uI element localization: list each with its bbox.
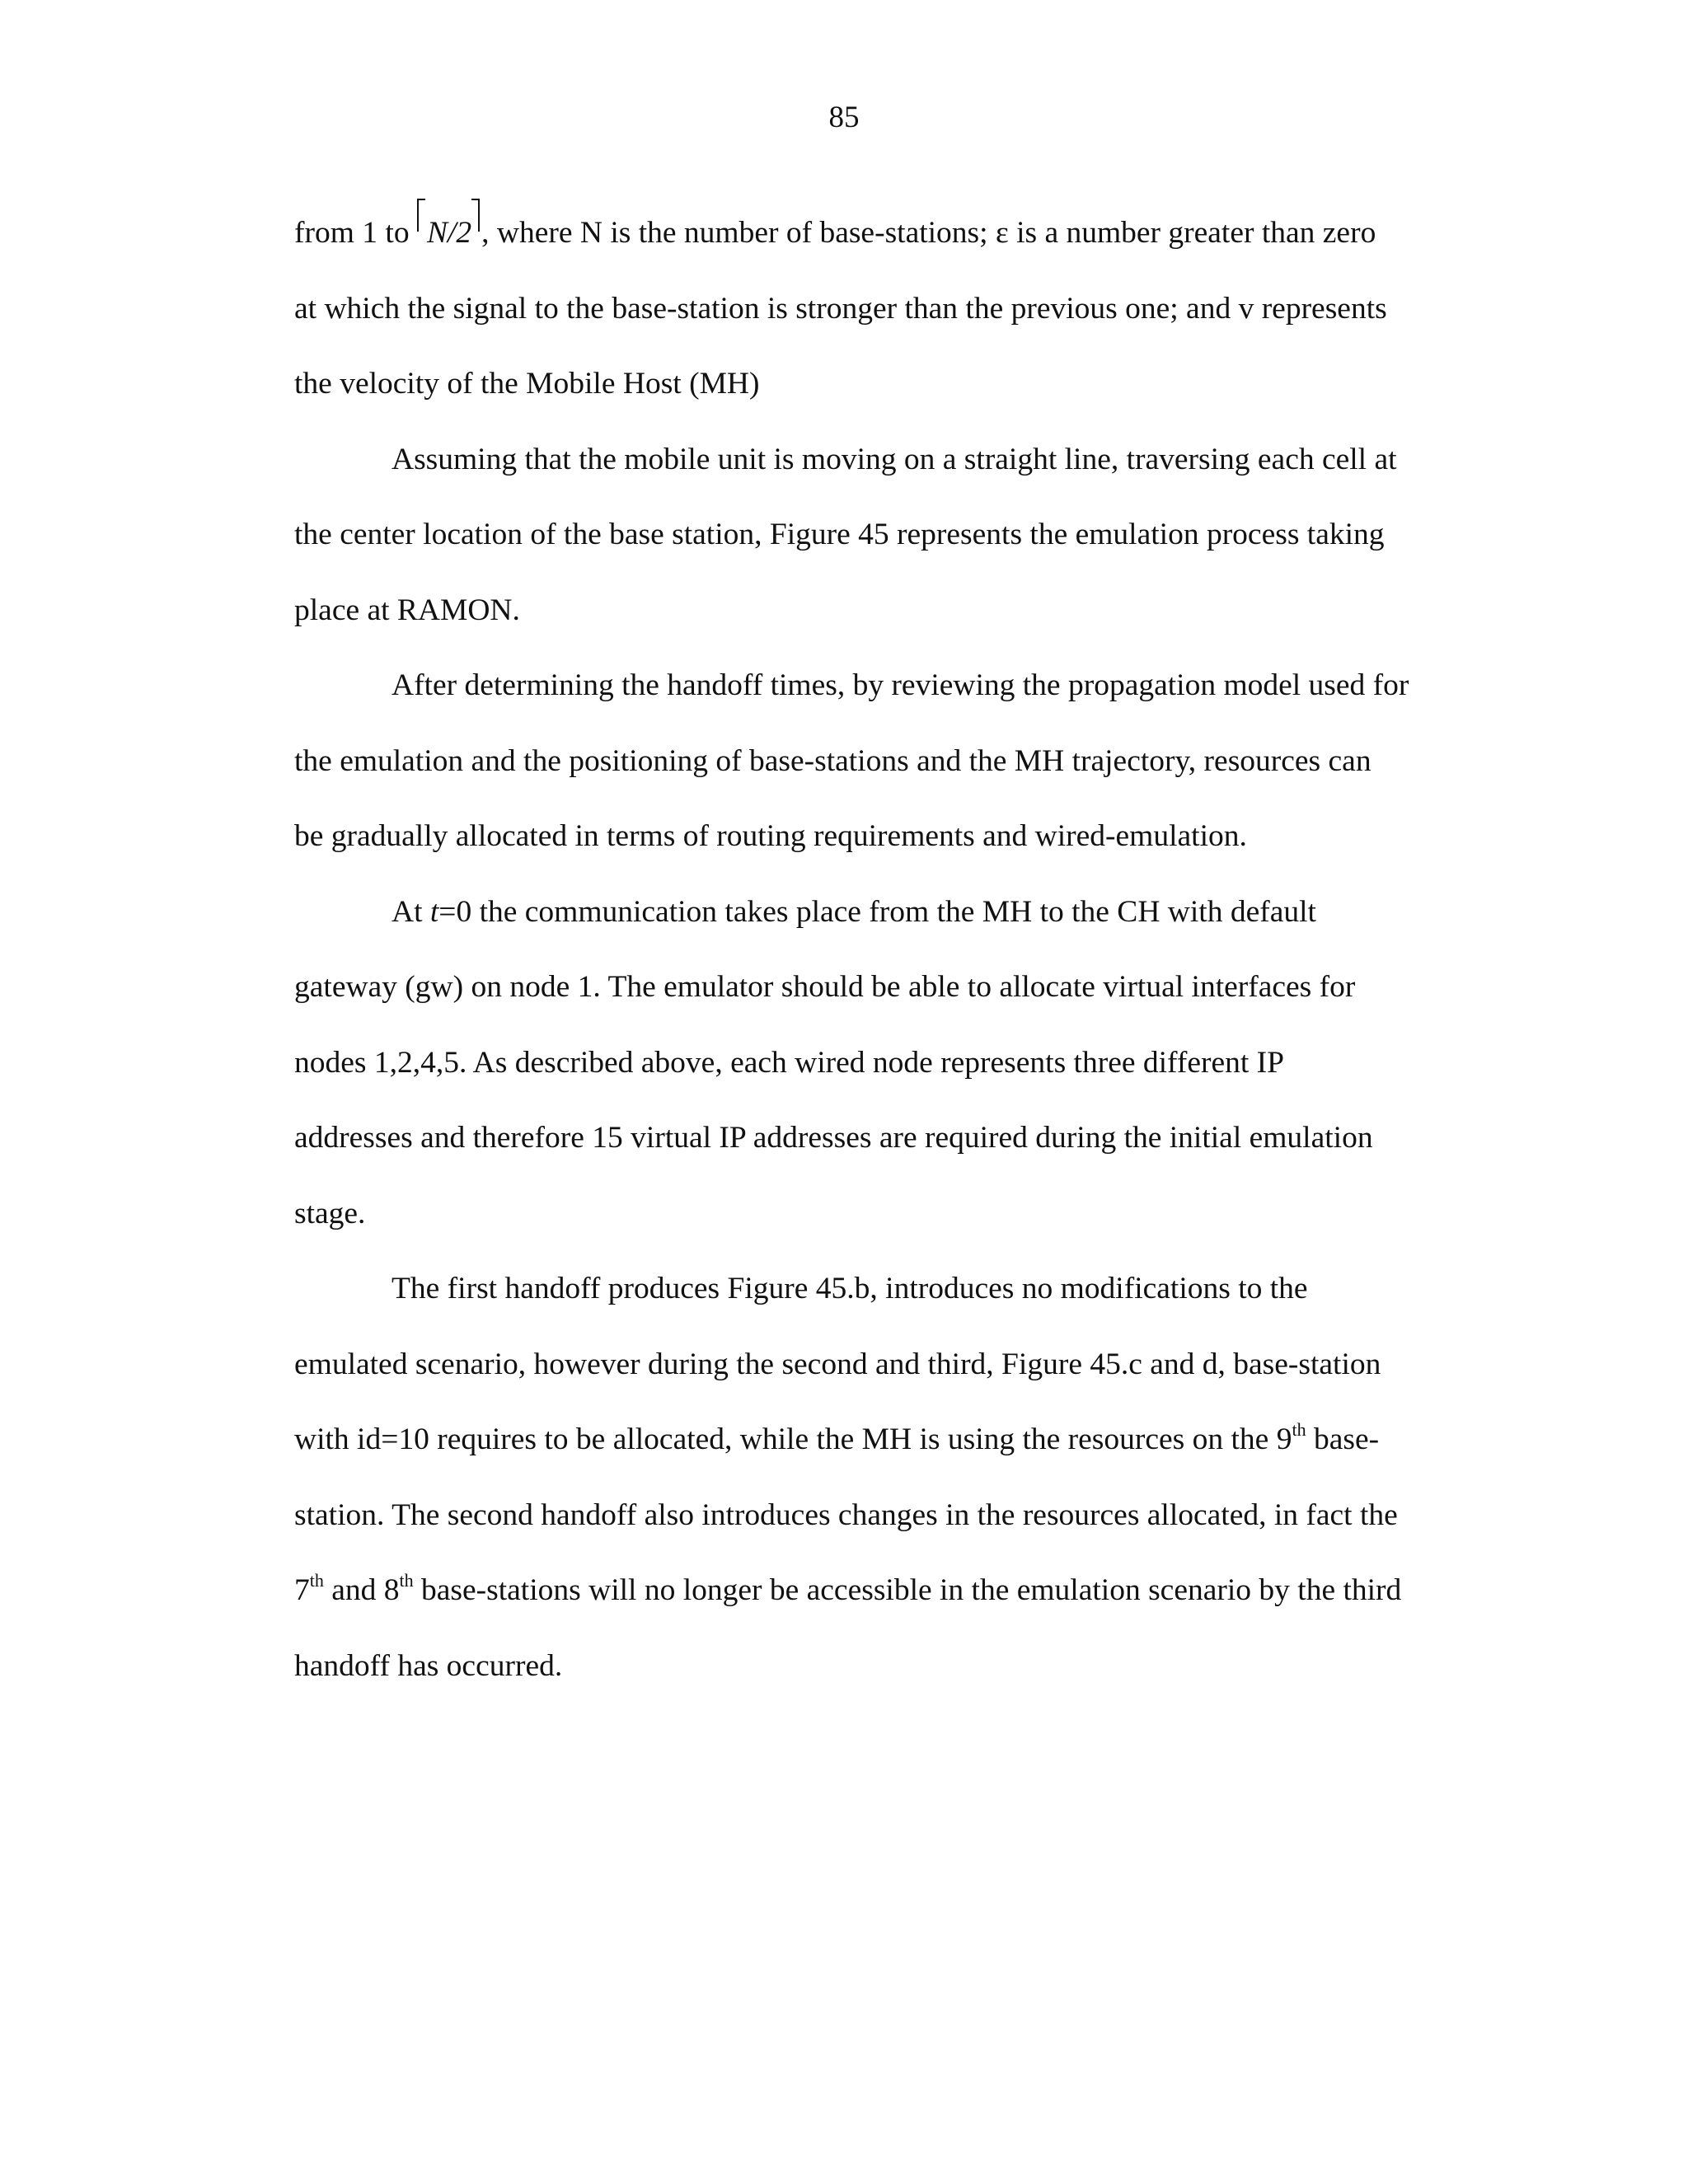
- text-line: the center location of the base station, Figure 45 represents the emulation process taking: [294, 518, 1385, 551]
- text-line: place at RAMON.: [294, 593, 520, 627]
- text-line: [294, 1553, 1473, 1629]
- superscript: th: [309, 1569, 324, 1591]
- body-text: [294, 195, 1473, 1704]
- text-line: gateway (gw) on node 1. The emulator should be able to allocate virtual interfaces for: [294, 970, 1356, 1004]
- text-span: with id=10 requires to be allocated, while the MH is using the resources on the 9: [294, 1422, 1292, 1456]
- text-line: [294, 1402, 1473, 1478]
- text-span: =0 the communication takes place from the MH to the CH with default: [438, 894, 1316, 929]
- text-span: 7: [294, 1573, 310, 1607]
- variable-t: t: [429, 894, 439, 929]
- ceiling-expression: [417, 195, 480, 271]
- text-span: At: [392, 894, 430, 929]
- text-line: the emulation and the positioning of base-stations and the MH trajectory, resources can: [294, 743, 1372, 778]
- text-line: the velocity of the Mobile Host (MH): [294, 367, 760, 401]
- superscript: th: [399, 1569, 414, 1591]
- ceiling-content: N/2: [426, 216, 472, 250]
- page-number: 85: [828, 101, 860, 134]
- text-line: nodes 1,2,4,5. As described above, each wired node represents three different IP: [294, 1045, 1284, 1080]
- paragraph-start-line: The first handoff produces Figure 45.b, introduces no modifications to the: [392, 1272, 1308, 1305]
- text-line: stage.: [294, 1196, 366, 1230]
- text-line: [294, 195, 1473, 271]
- text-line: handoff has occurred.: [294, 1648, 563, 1683]
- text-span: and 8: [323, 1573, 400, 1607]
- text-line: at which the signal to the base-station is stronger than the previous one; and v represents: [294, 291, 1387, 326]
- superscript: th: [1292, 1418, 1306, 1440]
- paragraph-start-line: After determining the handoff times, by reviewing the propagation model used for: [392, 668, 1409, 702]
- text-line: emulated scenario, however during the second and third, Figure 45.c and d, base-station: [294, 1347, 1381, 1381]
- text-span: from 1 to: [294, 216, 417, 250]
- text-span: base-: [1306, 1422, 1380, 1456]
- paragraph-start-line: [294, 874, 1473, 950]
- text-span: base-stations will no longer be accessible in the emulation scenario by the third: [413, 1573, 1402, 1607]
- paragraph-start-line: Assuming that the mobile unit is moving on a straight line, traversing each cell at: [392, 442, 1397, 476]
- text-span: , where N is the number of base-stations; ε is a number greater than zero: [481, 216, 1376, 250]
- text-line: station. The second handoff also introduces changes in the resources allocated, in fact the: [294, 1497, 1398, 1532]
- text-line: be gradually allocated in terms of routing requirements and wired-emulation.: [294, 819, 1247, 853]
- text-line: addresses and therefore 15 virtual IP addresses are required during the initial emulation: [294, 1121, 1373, 1155]
